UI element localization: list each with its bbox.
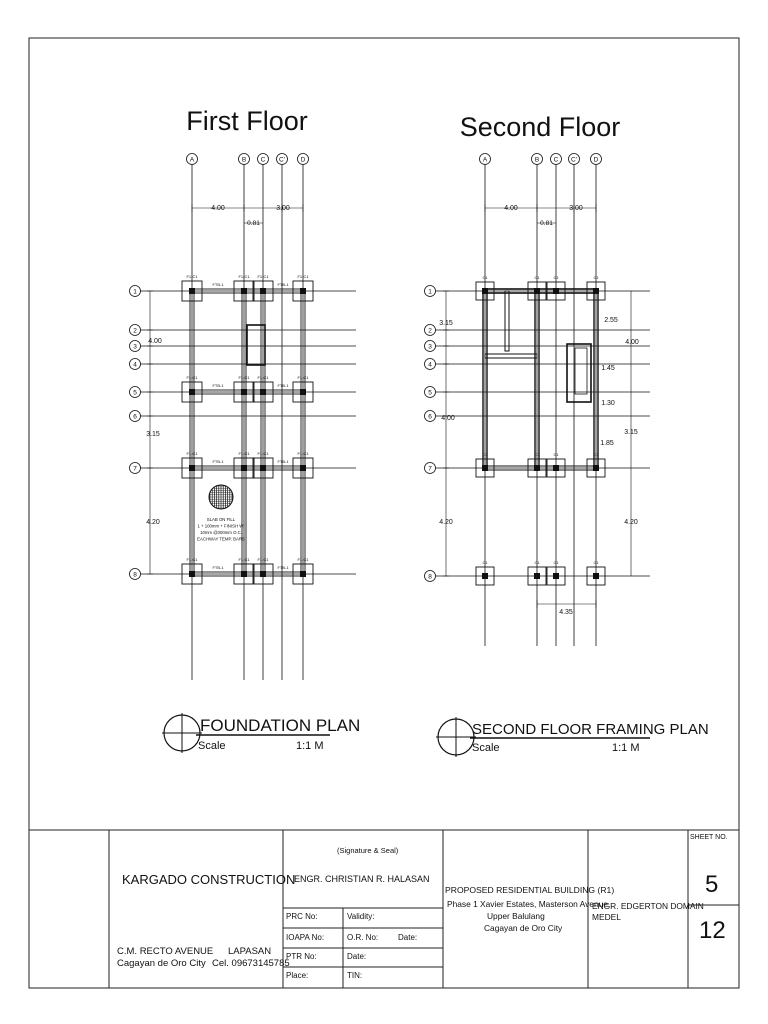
footing-label: F1-C1 (297, 274, 309, 279)
grid-row-label: 1 (428, 288, 432, 296)
footing-label: F1-C1 (238, 451, 250, 456)
foundation-scale-label: Scale (198, 740, 226, 752)
dimension-label: 4.00 (148, 338, 162, 345)
dimension-label: 0.81 (540, 220, 553, 227)
column-label: C1 (534, 560, 540, 565)
grid-col-label: B (534, 156, 540, 164)
footing-label: F1-C1 (257, 451, 269, 456)
grid-row-label: 1 (133, 288, 137, 296)
dimension-label: 1.45 (601, 365, 615, 372)
dimension-label: 4.20 (624, 519, 638, 526)
sheet-no-label: SHEET NO. (690, 834, 728, 841)
slab-note-line: 1 + 100mm + FINISH W/ (197, 523, 245, 529)
grid-col-label: D (593, 156, 599, 164)
dimension-label: 3.15 (146, 431, 160, 438)
place-label: Place: (286, 971, 309, 980)
second-floor-heading: Second Floor (459, 112, 621, 142)
dimension-label: 4.35 (559, 609, 573, 616)
grid-col-label: C' (571, 156, 577, 164)
tie-beam-label: FTB-1 (277, 459, 289, 464)
validity-label: Validity: (347, 912, 375, 921)
footing-label: F1-C1 (297, 375, 309, 380)
tin-label: TIN: (347, 971, 363, 980)
company-city: Cagayan de Oro City (117, 958, 206, 969)
dimension-label: 4.20 (439, 519, 453, 526)
grid-col-label: D (300, 156, 306, 164)
column-label: C1 (482, 452, 488, 457)
footing-label: F1-C1 (297, 557, 309, 562)
footing-label: F1-C1 (186, 557, 198, 562)
project-city: Cagayan de Oro City (484, 923, 563, 933)
grid-col-label: C (553, 156, 559, 164)
footing-label: F1-C1 (257, 274, 269, 279)
tie-beam-label: FTB-1 (212, 565, 224, 570)
grid-row-label: 4 (133, 361, 137, 369)
column-label: C1 (593, 452, 599, 457)
dimension-label: 3.15 (439, 320, 453, 327)
grid-col-label: A (482, 156, 488, 164)
column-stub (482, 573, 488, 579)
column-stub (553, 573, 559, 579)
footing-label: F1-C1 (257, 375, 269, 380)
column-label: C1 (534, 275, 540, 280)
framing-scale-label: Scale (472, 742, 500, 754)
footing-label: F1-C1 (186, 451, 198, 456)
first-floor-heading: First Floor (186, 106, 308, 136)
ptr-label: PTR No: (286, 952, 317, 961)
dimension-label: 1.30 (601, 400, 615, 407)
column-label: C1 (534, 452, 540, 457)
grid-row-label: 3 (133, 343, 137, 351)
company-phone: Cel. 09673145785 (212, 958, 290, 969)
grid-row-label: 8 (133, 571, 137, 579)
grid-col-label: B (241, 156, 247, 164)
project-title: PROPOSED RESIDENTIAL BUILDING (R1) (445, 885, 615, 895)
column-label: C1 (553, 275, 559, 280)
grid-col-label: A (189, 156, 195, 164)
grid-row-label: 7 (133, 465, 137, 473)
foundation-plan-title: FOUNDATION PLAN (200, 716, 361, 735)
owner-name-2: MEDEL (592, 912, 621, 922)
footing-label: F1-C1 (238, 274, 250, 279)
grid-row-label: 5 (428, 389, 432, 397)
project-address-1: Phase 1 Xavier Estates, Masterson Avenue (447, 899, 608, 909)
prc-label: PRC No: (286, 912, 318, 921)
grid-row-label: 6 (133, 413, 137, 421)
slab-note-line: EACHWAY TEMP. BARS (197, 536, 245, 542)
company-address: C.M. RECTO AVENUE (117, 946, 214, 957)
dimension-label: 4.00 (625, 339, 639, 346)
column-stub (534, 573, 540, 579)
or-label: O.R. No: (347, 933, 379, 942)
owner-name-1: ENGR. EDGERTON DOMAIN (592, 901, 704, 911)
tie-beam-label: FTB-1 (212, 459, 224, 464)
grid-row-label: 6 (428, 413, 432, 421)
grid-row-label: 4 (428, 361, 432, 369)
column-label: C1 (593, 560, 599, 565)
footing-label: F1-C1 (257, 557, 269, 562)
dimension-label: 2.55 (604, 317, 618, 324)
grid-row-label: 8 (428, 573, 432, 581)
dimension-label: 4.00 (504, 205, 518, 212)
company-district: LAPASAN (228, 946, 272, 957)
grid-row-label: 7 (428, 465, 432, 473)
grid-col-label: C (260, 156, 266, 164)
tie-beam-label: FTB-1 (212, 383, 224, 388)
dimension-label: 4.00 (211, 205, 225, 212)
sheet-total: 12 (699, 917, 726, 944)
column-label: C1 (553, 452, 559, 457)
footing-label: F1-C1 (297, 451, 309, 456)
grid-col-label: C' (279, 156, 285, 164)
engineer-name: ENGR. CHRISTIAN R. HALASAN (294, 874, 430, 884)
slab-note-line: SLAB ON FILL (206, 517, 236, 522)
tie-beam-label: FTB-1 (277, 282, 289, 287)
dimension-label: 1.85 (600, 440, 614, 447)
grid-row-label: 2 (428, 327, 432, 335)
footing-label: F1-C1 (186, 375, 198, 380)
foundation-scale-value: 1:1 M (296, 740, 324, 752)
dimension-label: 0.81 (247, 220, 260, 227)
slab-note-line: 10mm @300mm O.C. (200, 530, 242, 535)
project-address-2: Upper Balulang (487, 911, 545, 921)
dimension-label: 4.00 (441, 415, 455, 422)
dimension-label: 4.20 (146, 519, 160, 526)
dimension-label: 3.00 (569, 205, 583, 212)
column-label: C1 (553, 560, 559, 565)
column-label: C1 (593, 275, 599, 280)
framing-scale-value: 1:1 M (612, 742, 640, 754)
footing-label: F1-C1 (238, 557, 250, 562)
dimension-label: 3.00 (276, 205, 290, 212)
tie-beam-label: FTB-1 (277, 565, 289, 570)
footing-label: F1-C1 (186, 274, 198, 279)
date-label: Date: (347, 952, 367, 961)
grid-row-label: 2 (133, 327, 137, 335)
grid-row-label: 5 (133, 389, 137, 397)
footing-label: F1-C1 (238, 375, 250, 380)
framing-plan-title: SECOND FLOOR FRAMING PLAN (472, 721, 709, 738)
column-label: C1 (482, 560, 488, 565)
ioapa-label: IOAPA No: (286, 933, 325, 942)
tie-beam-label: FTB-1 (212, 282, 224, 287)
dimension-label: 3.15 (624, 429, 638, 436)
column-stub (593, 573, 599, 579)
column-label: C1 (482, 275, 488, 280)
signature-label: (Signature & Seal) (337, 846, 399, 855)
tie-beam-label: FTB-1 (277, 383, 289, 388)
grid-row-label: 3 (428, 343, 432, 351)
sheet-number: 5 (705, 871, 719, 898)
company-name: KARGADO CONSTRUCTION (122, 872, 296, 887)
or-date-label: Date: (398, 933, 418, 942)
